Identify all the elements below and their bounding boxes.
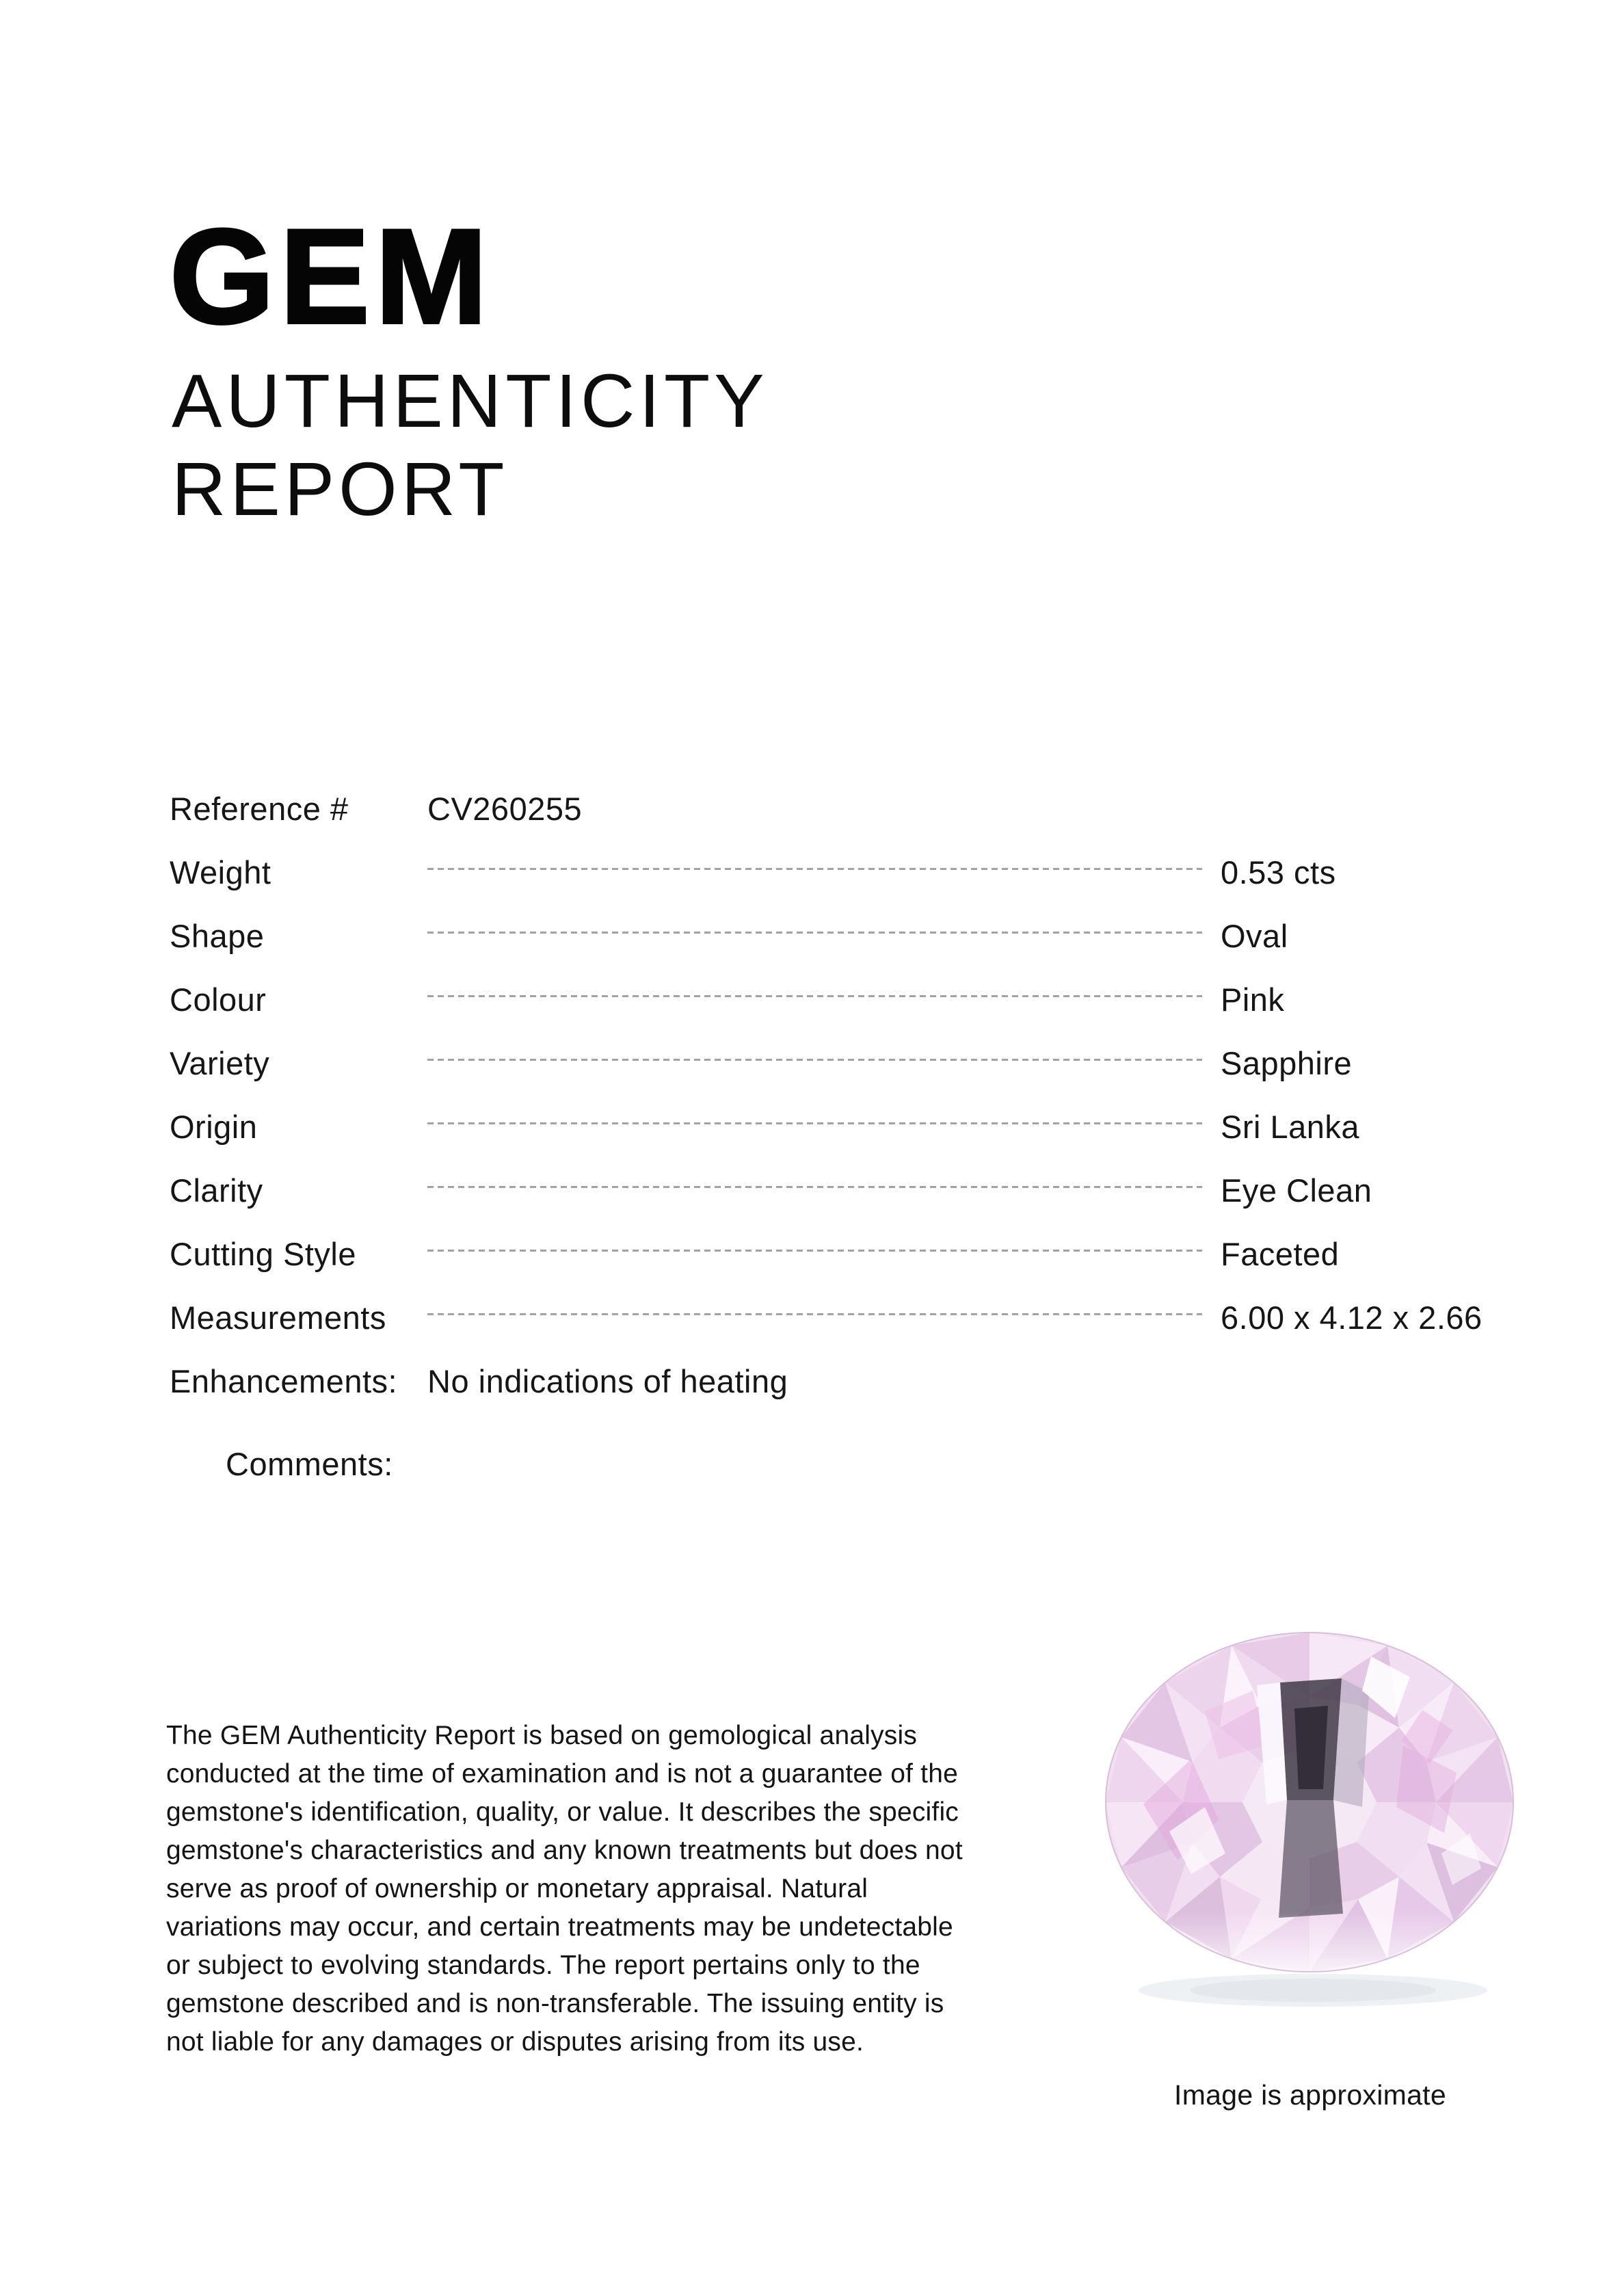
- field-value: Pink: [1221, 981, 1285, 1018]
- dotted-leader: [427, 995, 1202, 997]
- disclaimer-line: or subject to evolving standards. The report pertains only to the: [166, 1951, 920, 1980]
- field-value: Eye Clean: [1221, 1172, 1372, 1209]
- dotted-leader: [427, 868, 1202, 870]
- field-label: Reference #: [170, 791, 349, 827]
- field-value: No indications of heating: [427, 1363, 788, 1399]
- disclaimer-line: gemstone's characteristics and any known treatments but does not: [166, 1836, 963, 1865]
- field-row-weight: [170, 854, 1530, 895]
- field-label: Enhancements:: [170, 1363, 398, 1399]
- field-value: 0.53 cts: [1221, 854, 1336, 890]
- field-value: CV260255: [427, 791, 583, 827]
- field-label: Variety: [170, 1045, 270, 1081]
- field-row-reference: [170, 791, 1530, 832]
- disclaimer-line: variations may occur, and certain treatments may be undetectable: [166, 1912, 953, 1942]
- field-row-enhancements: [170, 1363, 1530, 1404]
- dotted-leader: [427, 1059, 1202, 1061]
- field-row-shape: [170, 918, 1530, 959]
- field-row-colour: [170, 981, 1530, 1022]
- field-value: Sri Lanka: [1221, 1109, 1360, 1145]
- field-row-variety: [170, 1045, 1530, 1086]
- disclaimer-line: serve as proof of ownership or monetary appraisal. Natural: [166, 1874, 868, 1903]
- fields-table: [170, 791, 1530, 1543]
- report-subtitle-line1: AUTHENTICITY: [172, 359, 769, 443]
- field-label: Colour: [170, 981, 267, 1018]
- field-label: Weight: [170, 854, 271, 890]
- field-value: Faceted: [1221, 1236, 1340, 1272]
- disclaimer-line: conducted at the time of examination and is not a guarantee of the: [166, 1759, 958, 1789]
- field-label: Origin: [170, 1109, 258, 1145]
- field-row-comments: [170, 1446, 1530, 1487]
- disclaimer-line: not liable for any damages or disputes arising from its use.: [166, 2027, 864, 2057]
- field-label: Comments:: [226, 1446, 393, 1482]
- field-label: Shape: [170, 918, 265, 954]
- disclaimer-line: The GEM Authenticity Report is based on gemological analysis: [166, 1721, 918, 1750]
- dotted-leader: [427, 1313, 1202, 1315]
- field-value: Oval: [1221, 918, 1288, 954]
- field-row-measurements: [170, 1299, 1530, 1341]
- image-caption: Image is approximate: [1174, 2079, 1446, 2111]
- report-title: GEM: [170, 201, 493, 352]
- gem-shadow-core: [1190, 1979, 1436, 2002]
- dotted-leader: [427, 1250, 1202, 1252]
- field-row-origin: [170, 1109, 1530, 1150]
- field-row-clarity: [170, 1172, 1530, 1213]
- dotted-leader: [427, 1122, 1202, 1124]
- field-value: Sapphire: [1221, 1045, 1353, 1081]
- disclaimer-line: gemstone described and is non-transferable. The issuing entity is: [166, 1989, 944, 2018]
- disclaimer-paragraph: [166, 1717, 963, 2061]
- field-row-cutting-style: [170, 1236, 1530, 1277]
- gem-photo: [1101, 1628, 1519, 2011]
- field-value: 6.00 x 4.12 x 2.66: [1221, 1299, 1483, 1336]
- report-subtitle: [172, 357, 769, 533]
- field-label: Clarity: [170, 1172, 263, 1209]
- field-label: Cutting Style: [170, 1236, 356, 1272]
- field-label: Measurements: [170, 1299, 386, 1336]
- report-subtitle-line2: REPORT: [172, 447, 509, 531]
- disclaimer-line: gemstone's identification, quality, or value. It describes the specific: [166, 1797, 959, 1827]
- dotted-leader: [427, 932, 1202, 934]
- dotted-leader: [427, 1186, 1202, 1188]
